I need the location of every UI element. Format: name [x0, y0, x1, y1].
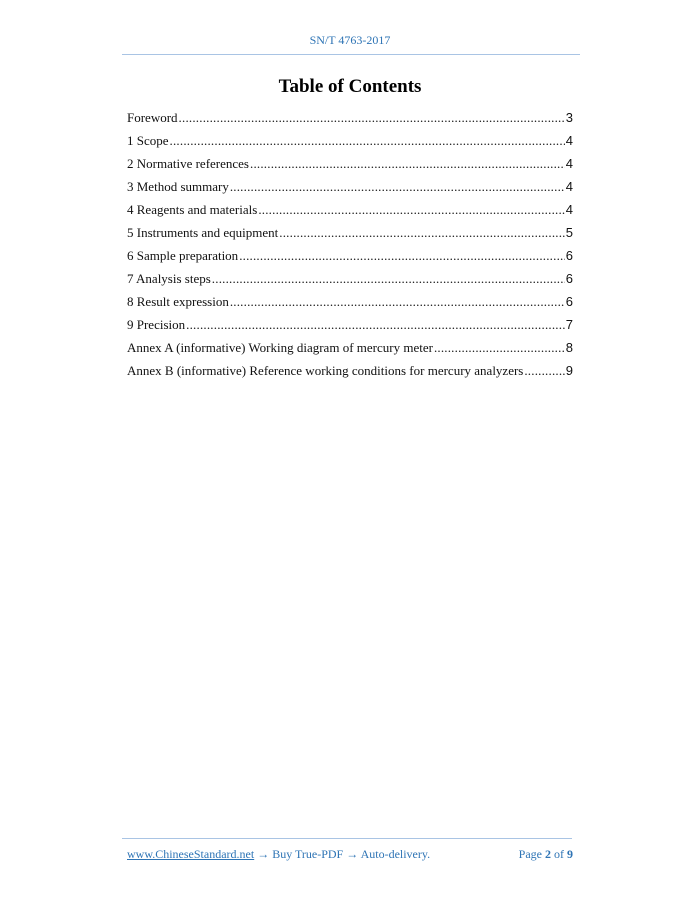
toc-entry[interactable] — [127, 110, 573, 133]
page-of: of — [554, 847, 564, 861]
toc-entry-label: 5 Instruments and equipment — [127, 225, 279, 240]
toc-entry-page: 4 — [565, 156, 573, 171]
toc-leader — [179, 110, 565, 126]
footer-promo — [127, 847, 430, 862]
toc-leader — [524, 363, 564, 379]
toc-leader — [230, 179, 565, 195]
toc-entry[interactable] — [127, 340, 573, 363]
toc-entry-label: 6 Sample preparation — [127, 248, 239, 263]
toc-leader — [186, 317, 565, 333]
toc-entry[interactable] — [127, 248, 573, 271]
page-header — [0, 33, 700, 48]
toc-leader — [434, 340, 565, 356]
toc-entry-label: 4 Reagents and materials — [127, 202, 258, 217]
toc-entry[interactable] — [127, 225, 573, 248]
toc-entry-page: 4 — [565, 133, 573, 148]
page-indicator — [519, 847, 573, 862]
toc-leader — [230, 294, 565, 310]
toc-entry-label: Annex A (informative) Working diagram of mercury meter — [127, 340, 433, 355]
toc-title: Table of Contents — [278, 76, 422, 97]
promo-text: → Buy True-PDF → Auto-delivery. — [254, 847, 431, 861]
toc-entry-page: 3 — [565, 110, 573, 125]
toc-entry-page: 9 — [565, 363, 573, 378]
toc-entry[interactable] — [127, 271, 573, 294]
site-link[interactable]: www.ChineseStandard.net — [127, 847, 255, 861]
toc-leader — [239, 248, 565, 264]
toc-entry[interactable] — [127, 202, 573, 225]
header-divider — [122, 54, 580, 55]
toc-entry-page: 6 — [565, 294, 573, 309]
toc-entry-label: 1 Scope — [127, 133, 169, 148]
toc-entry[interactable] — [127, 363, 573, 386]
toc-entry[interactable] — [127, 317, 573, 340]
toc-entry[interactable] — [127, 156, 573, 179]
toc-list — [127, 110, 573, 386]
page-total: 9 — [567, 847, 573, 861]
toc-entry-label: 9 Precision — [127, 317, 186, 332]
toc-entry-label: 7 Analysis steps — [127, 271, 211, 286]
page-current: 2 — [545, 847, 551, 861]
toc-leader — [212, 271, 565, 287]
toc-entry-page: 7 — [565, 317, 573, 332]
toc-leader — [250, 156, 565, 172]
toc-entry-label: Annex B (informative) Reference working conditions for mercury analyzers — [127, 363, 524, 378]
toc-entry[interactable] — [127, 133, 573, 156]
toc-entry-page: 4 — [565, 202, 573, 217]
toc-entry-label: 8 Result expression — [127, 294, 229, 309]
toc-entry-page: 6 — [565, 248, 573, 263]
toc-entry[interactable] — [127, 179, 573, 202]
toc-leader — [279, 225, 564, 241]
toc-entry[interactable] — [127, 294, 573, 317]
page-prefix: Page — [518, 847, 542, 861]
page-footer — [127, 847, 573, 862]
footer-divider — [122, 838, 572, 839]
toc-entry-label: 2 Normative references — [127, 156, 249, 171]
toc-entry-page: 8 — [565, 340, 573, 355]
toc-leader — [170, 133, 565, 149]
toc-leader — [258, 202, 564, 218]
toc-entry-page: 4 — [565, 179, 573, 194]
toc-entry-label: Foreword — [127, 110, 178, 125]
document-code: SN/T 4763-2017 — [309, 33, 391, 47]
toc-entry-page: 6 — [565, 271, 573, 286]
toc-entry-label: 3 Method summary — [127, 179, 229, 194]
toc-entry-page: 5 — [565, 225, 573, 240]
